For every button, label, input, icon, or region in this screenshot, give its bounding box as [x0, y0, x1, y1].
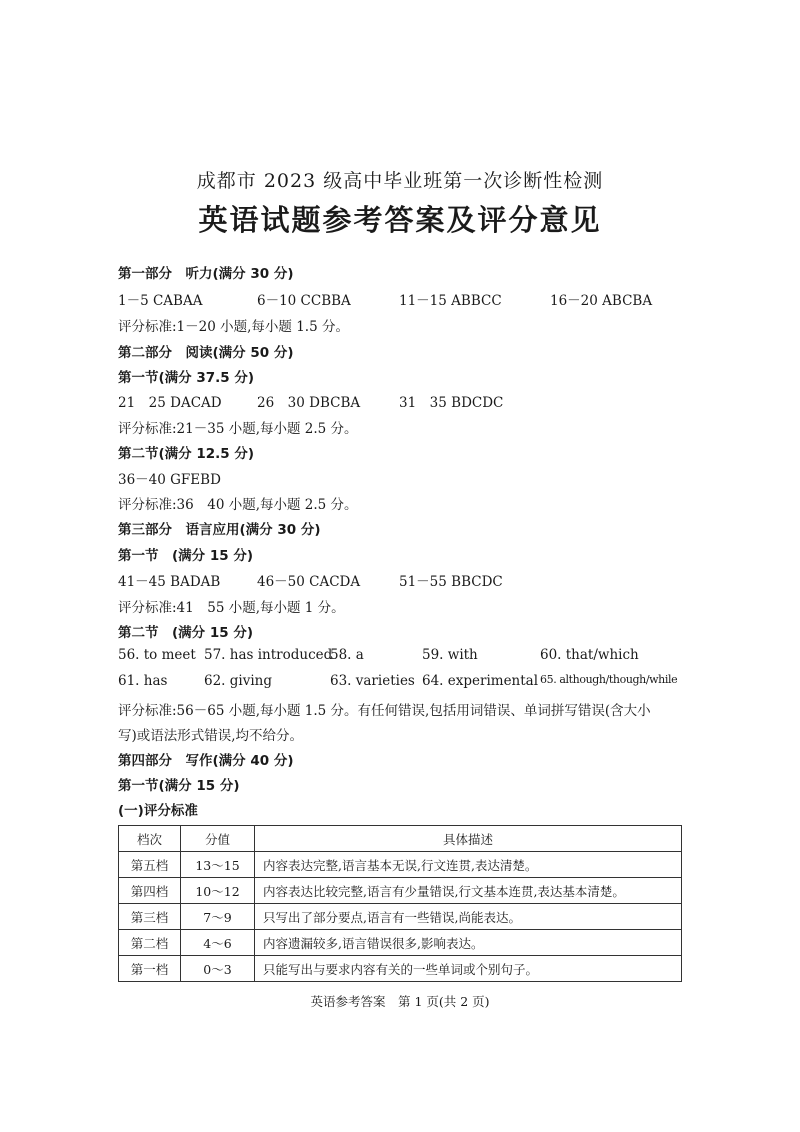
- description-cell: 内容表达比较完整,语言有少量错误,行文基本连贯,表达基本清楚。: [255, 878, 682, 904]
- answer-62: 62. giving: [204, 673, 273, 689]
- answer-57: 57. has introduced: [204, 647, 333, 663]
- part2-section1-header: 第一节(满分 37.5 分): [118, 370, 255, 386]
- description-cell: 只能写出与要求内容有关的一些单词或个别句子。: [255, 956, 682, 982]
- score-cell: 4～6: [181, 930, 255, 956]
- part1-answer-2: 6－10 CCBBA: [257, 293, 351, 309]
- answer-64: 64. experimental: [422, 673, 539, 689]
- part2-section1-answer-1: 21 25 DACAD: [118, 395, 222, 411]
- part2-section1-answer-3: 31 35 BDCDC: [399, 395, 504, 411]
- table-row: [119, 904, 682, 930]
- part2-section1-answer-2: 26 30 DBCBA: [257, 395, 361, 411]
- description-cell: 只写出了部分要点,语言有一些错误,尚能表达。: [255, 904, 682, 930]
- part3-section1-header: 第一节 (满分 15 分): [118, 548, 254, 564]
- part3-section1-answer-2: 46－50 CACDA: [257, 574, 361, 590]
- part1-header: 第一部分 听力(满分 30 分): [118, 266, 294, 282]
- part1-criteria: 评分标准:1－20 小题,每小题 1.5 分。: [118, 319, 349, 335]
- part3-section2-header: 第二节 (满分 15 分): [118, 625, 254, 641]
- answer-59: 59. with: [422, 647, 478, 663]
- scoring-table: [118, 825, 682, 982]
- part3-section1-answer-1: 41－45 BADAB: [118, 574, 221, 590]
- answer-60: 60. that/which: [540, 647, 639, 663]
- level-cell: 第三档: [119, 904, 181, 930]
- score-cell: 13～15: [181, 852, 255, 878]
- part3-header: 第三部分 语言应用(满分 30 分): [118, 522, 321, 538]
- part3-section2-criteria-line2: 写)或语法形式错误,均不给分。: [118, 728, 304, 744]
- part2-section2-answers: 36－40 GFEBD: [118, 472, 221, 488]
- part4-header: 第四部分 写作(满分 40 分): [118, 753, 294, 769]
- part3-section1-criteria: 评分标准:41 55 小题,每小题 1 分。: [118, 600, 345, 616]
- page-footer: 英语参考答案 第 1 页(共 2 页): [310, 994, 490, 1009]
- description-cell: 内容遗漏较多,语言错误很多,影响表达。: [255, 930, 682, 956]
- score-cell: 10～12: [181, 878, 255, 904]
- level-cell: 第二档: [119, 930, 181, 956]
- exam-title: 成都市 2023 级高中毕业班第一次诊断性检测: [196, 170, 604, 192]
- part2-section2-criteria: 评分标准:36 40 小题,每小题 2.5 分。: [118, 497, 358, 513]
- answer-56: 56. to meet: [118, 647, 196, 663]
- answer-61: 61. has: [118, 673, 168, 689]
- column-header-score: 分值: [181, 826, 255, 852]
- scoring-criteria-header: (一)评分标准: [118, 803, 198, 819]
- score-cell: 7～9: [181, 904, 255, 930]
- description-cell: 内容表达完整,语言基本无误,行文连贯,表达清楚。: [255, 852, 682, 878]
- table-row: [119, 852, 682, 878]
- score-cell: 0～3: [181, 956, 255, 982]
- column-header-level: 档次: [119, 826, 181, 852]
- table-row: [119, 930, 682, 956]
- part2-header: 第二部分 阅读(满分 50 分): [118, 345, 294, 361]
- part2-section1-criteria: 评分标准:21－35 小题,每小题 2.5 分。: [118, 421, 358, 437]
- answer-58: 58. a: [330, 647, 364, 663]
- part3-section1-answer-3: 51－55 BBCDC: [399, 574, 503, 590]
- document-title: 英语试题参考答案及评分意见: [198, 203, 602, 237]
- column-header-description: 具体描述: [255, 826, 682, 852]
- level-cell: 第四档: [119, 878, 181, 904]
- part1-answer-4: 16－20 ABCBA: [550, 293, 653, 309]
- table-row: [119, 878, 682, 904]
- table-row: [119, 956, 682, 982]
- level-cell: 第五档: [119, 852, 181, 878]
- answer-63: 63. varieties: [330, 673, 415, 689]
- part2-section2-header: 第二节(满分 12.5 分): [118, 446, 255, 462]
- part3-section2-criteria-line1: 评分标准:56－65 小题,每小题 1.5 分。有任何错误,包括用词错误、单词拼写错误(含大小: [118, 703, 651, 719]
- part1-answer-1: 1－5 CABAA: [118, 293, 203, 309]
- part1-answer-3: 11－15 ABBCC: [399, 293, 502, 309]
- level-cell: 第一档: [119, 956, 181, 982]
- part4-section1-header: 第一节(满分 15 分): [118, 778, 240, 794]
- table-header-row: [119, 826, 682, 852]
- answer-65: 65. although/though/while: [540, 673, 678, 686]
